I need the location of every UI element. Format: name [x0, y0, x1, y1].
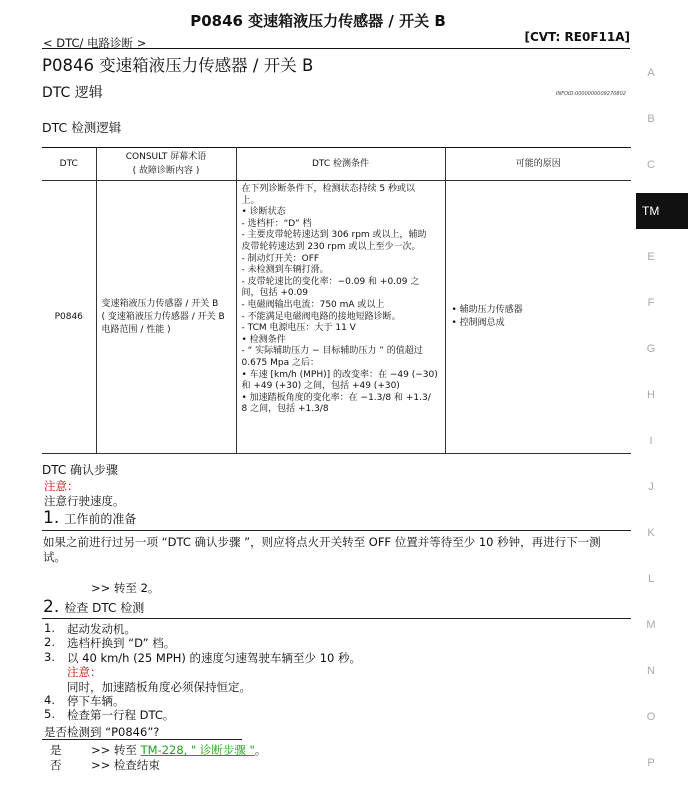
header-dtc: DTC: [42, 148, 96, 181]
term-line: 变速箱液压力传感器 / 开关 B: [101, 298, 219, 309]
step-number: 2.: [43, 597, 60, 617]
condition-line: - “ 实际辅助压力 − 目标辅助压力 ” 的值超过: [241, 346, 423, 357]
step-title: 检查 DTC 检测: [64, 601, 145, 615]
term-line: 电路范围 / 性能 ): [101, 324, 171, 335]
header-divider: [42, 48, 630, 49]
step-2-heading: [43, 597, 144, 617]
breadcrumb[interactable]: < DTC/ 电路诊断 >: [43, 36, 147, 50]
note-text: 同时，加速踏板角度必须保持恒定。: [67, 680, 251, 694]
section-heading-dtc-confirmation: DTC 确认步骤: [42, 463, 119, 477]
cause-item: • 辅助压力传感器: [451, 305, 523, 315]
question-underline: [42, 739, 242, 740]
list-item-text: 选档杆换到 “D” 档。: [67, 636, 176, 650]
cell-detection-condition: [236, 181, 445, 454]
condition-line: - 制动灯开关：OFF: [241, 253, 320, 264]
condition-line: - 主要皮带轮转速达到 306 rpm 或以上，辅助: [241, 230, 427, 241]
step-number: 1.: [43, 508, 60, 528]
question-text: 是否检测到 “P0846”?: [44, 725, 160, 739]
tab-letter-n[interactable]: N: [647, 665, 655, 677]
table-header-row: [42, 148, 631, 181]
answer-yes-row: [91, 742, 266, 758]
answer-yes-goto: >> 转至: [91, 743, 137, 757]
header-consult-term-line2: ( 故障诊断内容 ): [132, 166, 200, 176]
tab-letter-m[interactable]: M: [646, 619, 656, 631]
tab-tm-active[interactable]: TM: [636, 193, 688, 229]
section-heading-dtc-logic: DTC 逻辑: [42, 85, 103, 101]
dtc-logic-table: [42, 147, 631, 454]
tab-letter-c[interactable]: C: [647, 159, 655, 171]
tab-letter-i[interactable]: I: [649, 435, 653, 447]
cause-item: • 控制阀总成: [451, 318, 505, 328]
diagnosis-procedure-link[interactable]: TM-228, " 诊断步骤 ": [140, 743, 255, 757]
tab-letter-e[interactable]: E: [647, 251, 655, 263]
step-1-divider: [42, 530, 631, 531]
step-1-body-line-1: 如果之前进行过另一项 “DTC 确认步骤 ”，则应将点火开关转至 OFF 位置并等待至少 10 秒钟，再进行下一测: [43, 535, 601, 549]
condition-line: - TCM 电源电压：大于 11 V: [241, 323, 356, 334]
tab-letter-j[interactable]: J: [648, 481, 654, 493]
subsection-heading-detection-logic: DTC 检测逻辑: [42, 120, 122, 135]
list-item-number: 3.: [44, 650, 55, 664]
cell-dtc-code: P0846: [42, 181, 96, 454]
tab-letter-f[interactable]: F: [647, 297, 655, 309]
caution-label: 注意：: [44, 479, 79, 493]
list-item-number: 2.: [44, 635, 55, 649]
table-row: [42, 181, 631, 454]
header-possible-cause: 可能的原因: [445, 148, 631, 181]
answer-yes-label: 是: [50, 743, 62, 757]
condition-line: - 未检测到车辆打滑。: [241, 265, 329, 276]
condition-line: • 检测条件: [241, 334, 286, 345]
condition-line: 上。: [241, 195, 260, 206]
info-id: INFOID:0000000009270802: [556, 91, 626, 97]
step-1-goto: >> 转至 2。: [91, 581, 160, 595]
answer-yes-end: 。: [254, 743, 267, 757]
tab-letter-h[interactable]: H: [647, 389, 655, 401]
list-item-text: 停下车辆。: [67, 694, 125, 708]
list-item: [44, 650, 361, 665]
condition-line: • 加速踏板角度的变化率：在 −1.3/8 和 +1.3/: [241, 392, 431, 403]
condition-line: 8 之间，包括 +1.3/8: [241, 404, 329, 415]
list-item-number: 1.: [44, 621, 55, 635]
condition-line: • 诊断状态: [241, 207, 286, 218]
term-line: ( 变速箱液压力传感器 / 开关 B: [101, 311, 225, 322]
condition-line: 皮带轮转速达到 230 rpm 或以上至少一次。: [241, 241, 421, 252]
cell-consult-term: [96, 181, 236, 454]
step-title: 工作前的准备: [64, 512, 137, 526]
list-item: [44, 693, 125, 708]
document-header-title: P0846 变速箱液压力传感器 / 开关 B: [190, 12, 446, 30]
tab-letter-k[interactable]: K: [647, 527, 655, 539]
list-item-number: 5.: [44, 707, 55, 721]
transmission-code: [CVT: RE0F11A]: [524, 30, 630, 44]
tab-letter-b[interactable]: B: [647, 113, 655, 125]
list-item: [44, 707, 175, 722]
header-consult-term: [96, 148, 236, 181]
condition-line: - 选档杆：“D” 档: [241, 218, 312, 229]
condition-line: 和 +49 (+30) 之间，包括 +49 (+30): [241, 381, 400, 392]
condition-line: 在下列诊断条件下，检测状态持续 5 秒或以: [241, 184, 415, 194]
list-item-number: 4.: [44, 693, 55, 707]
list-item: [44, 621, 136, 636]
list-item-text: 以 40 km/h (25 MPH) 的速度匀速驾驶车辆至少 10 秒。: [67, 651, 361, 665]
condition-line: 0.675 Mpa 之后：: [241, 357, 319, 368]
answer-no-label: 否: [50, 758, 62, 772]
answer-no-text: >> 检查结束: [91, 758, 160, 772]
header-consult-term-line1: CONSULT 屏幕术语: [125, 152, 207, 162]
header-detection-condition: DTC 检测条件: [236, 148, 445, 181]
step-1-heading: [43, 508, 136, 528]
tab-letter-l[interactable]: L: [647, 573, 655, 585]
step-1-body-line-2: 试。: [43, 550, 66, 564]
note-label: 注意：: [67, 665, 102, 679]
list-item: [44, 635, 176, 650]
page-title: P0846 变速箱液压力传感器 / 开关 B: [42, 56, 314, 75]
condition-line: - 皮带轮速比的变化率：−0.09 和 +0.09 之: [241, 276, 420, 287]
condition-line: 间，包括 +0.09: [241, 288, 308, 299]
tab-letter-o[interactable]: O: [646, 711, 656, 723]
tab-letter-p[interactable]: P: [647, 757, 655, 769]
condition-line: • 车速 [km/h (MPH)] 的改变率：在 −49 (−30): [241, 369, 438, 380]
list-item-text: 检查第一行程 DTC。: [67, 708, 175, 722]
index-tab-strip: [636, 0, 688, 792]
list-item-text: 起动发动机。: [67, 622, 136, 636]
tab-letter-g[interactable]: G: [646, 343, 656, 355]
condition-line: - 不能满足电磁阀电路的接地短路诊断。: [241, 311, 401, 322]
condition-line: - 电磁阀输出电流：750 mA 或以上: [241, 299, 385, 310]
cell-possible-cause: [445, 181, 631, 454]
tab-letter-a[interactable]: A: [647, 67, 655, 79]
caution-text: 注意行驶速度。: [44, 494, 125, 508]
step-2-divider: [42, 618, 631, 619]
